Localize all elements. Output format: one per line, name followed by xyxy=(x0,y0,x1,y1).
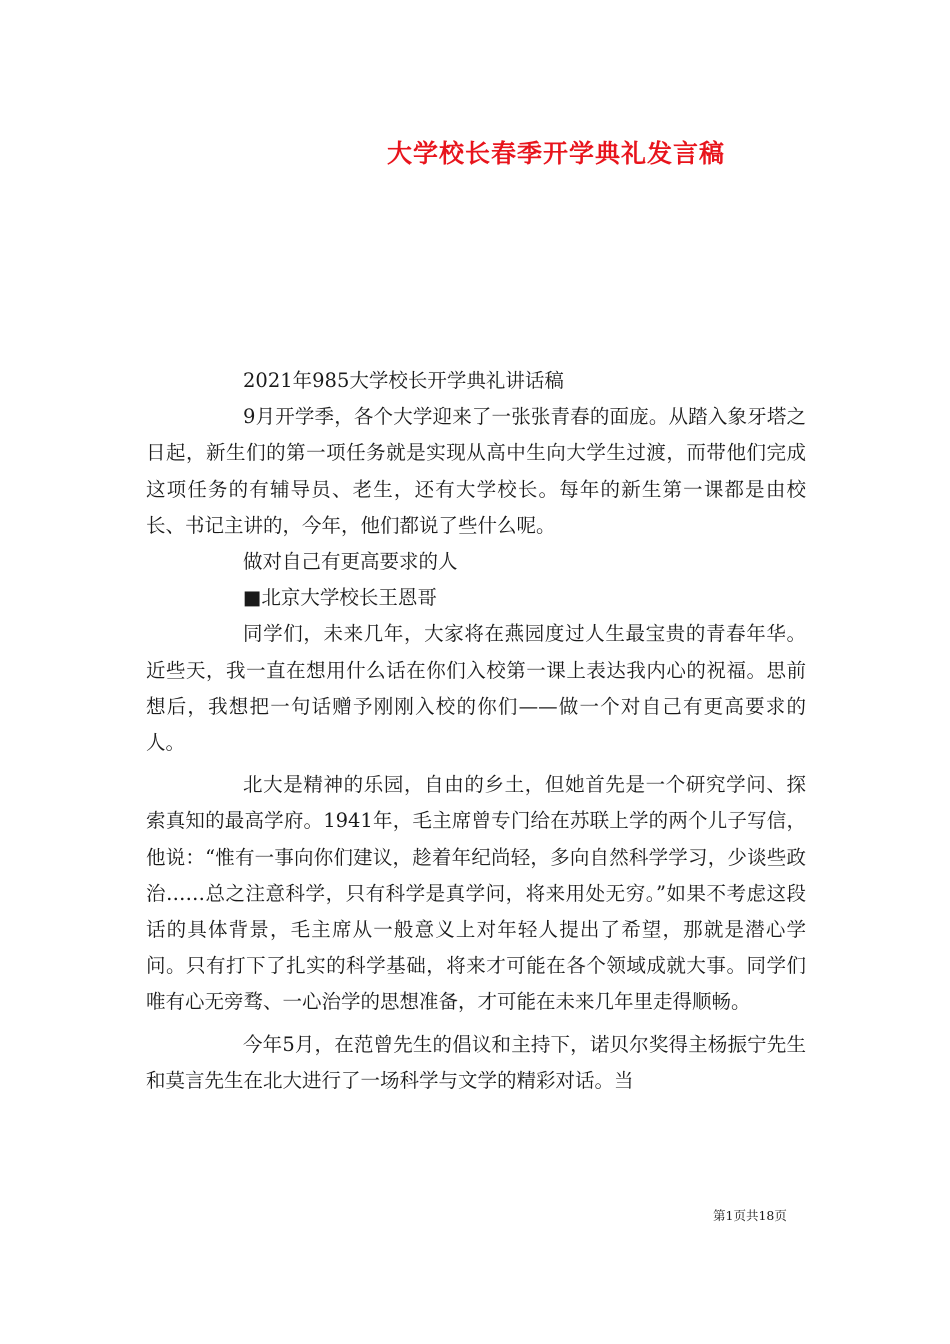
paragraph-heading: 2021年985大学校长开学典礼讲话稿 xyxy=(243,369,564,392)
paragraph-intro: 9月开学季，各个大学迎来了一张张青春的面庞。从踏入象牙塔之日起，新生们的第一项任务就是实现从高中生向大学生过渡，而带他们完成这项任务的有辅导员、老生，还有大学校长。每年的新生第一课都是由校长、书记主讲的，今年，他们都说了些什么呢。 xyxy=(146,405,806,537)
paragraph-speech-3: 今年5月，在范曾先生的倡议和主持下，诺贝尔奖得主杨振宁先生和莫言先生在北大进行了一场科学与文学的精彩对话。当 xyxy=(146,1032,806,1092)
paragraph-speech-1: 同学们，未来几年，大家将在燕园度过人生最宝贵的青春年华。近些天，我一直在想用什么话在你们入校第一课上表达我内心的祝福。思前想后，我想把一句话赠予刚刚入校的你们——做一个对自己有更高要求的人。 xyxy=(146,622,806,755)
paragraph-subheading: 做对自己有更高要求的人 xyxy=(243,550,458,574)
document-body xyxy=(146,363,806,1099)
page-number-footer: 第1页共18页 xyxy=(713,1208,787,1223)
paragraph-speaker: ■北京大学校长王恩哥 xyxy=(243,586,437,610)
page-title: 大学校长春季开学典礼发言稿 xyxy=(387,139,726,168)
paragraph-speech-2: 北大是精神的乐园，自由的乡土，但她首先是一个研究学问、探索真知的最高学府。1941年，毛主席曾专门给在苏联上学的两个儿子写信，他说：“惟有一事向你们建议，趁着年纪尚轻，多向自然科学学习，少谈些政治……总之注意科学，只有科学是真学问，将来用处无穷。”如果不考虑这段话的具体背景，毛主席从一般意义上对年轻人提出了希望，那就是潜心学问。只有打下了扎实的科学基础，将来才可能在各个领域成就大事。同学们唯有心无旁骛、一心治学的思想准备，才可能在未来几年里走得顺畅。 xyxy=(146,773,806,1014)
